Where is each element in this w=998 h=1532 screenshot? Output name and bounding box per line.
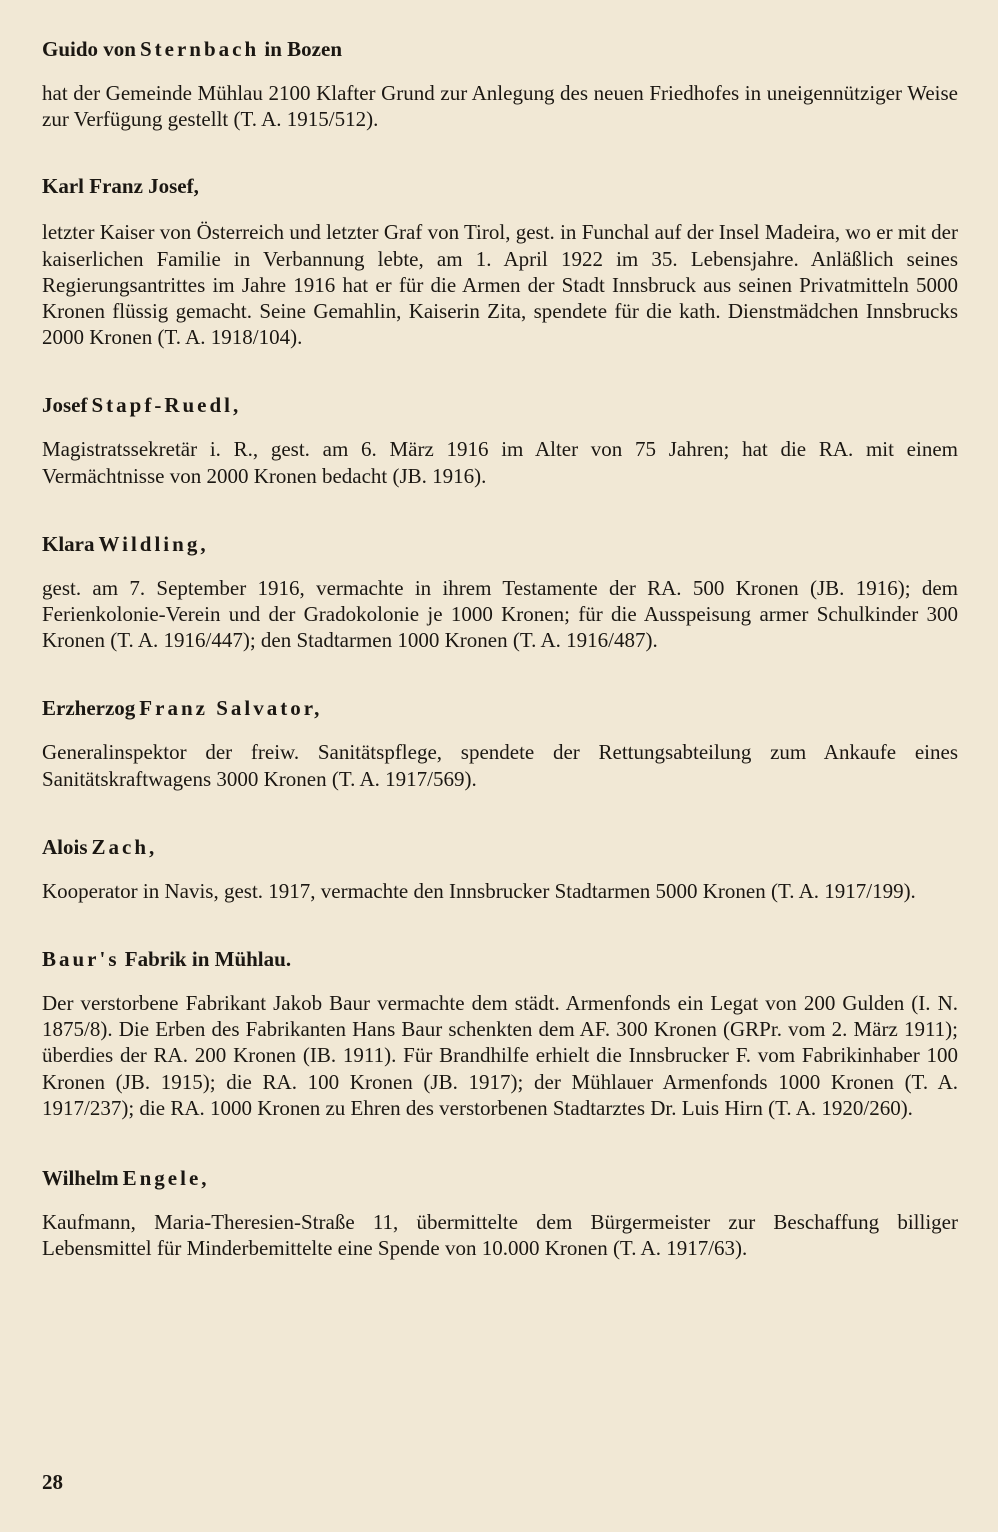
heading-name-spaced: Baur's	[42, 947, 120, 972]
entry-text: Kooperator in Navis, gest. 1917, vermachte den Innsbrucker Stadtarmen 5000 Kronen (T. A. 1917/199).	[42, 878, 916, 903]
entry-franz-salvator	[42, 693, 958, 791]
heading-name-spaced: Wildling,	[98, 531, 209, 556]
entry-heading	[42, 1163, 958, 1193]
entry-text: Der verstorbene Fabrikant Jakob Baur vermachte dem städt. Armenfonds ein Legat von 200 Gulden (I. N. 1875/8). Die Erben des Fabrikanten Hans Baur schenkten dem AF. 300 Kronen (GRPr. vom 2. März 1911); überdies der RA. 200 Kronen (IB. 1911). Für Brandhilfe erhielt die Innsbrucker F. vom Fabrikinhaber 100 Kronen (JB. 1915); die RA. 100 Kronen (JB. 1917); der Mühlauer Armenfonds 1000 Kronen (T. A. 1917/237); die RA. 1000 Kronen zu Ehren des verstorbenen Stadtarztes Dr. Luis Hirn (T. A. 1920/260).	[42, 991, 958, 1120]
entry-stapf-ruedl	[42, 390, 958, 488]
entry-karl-franz-josef	[42, 171, 958, 350]
heading-prefix: Wilhelm	[42, 1166, 119, 1191]
entry-sternbach	[42, 34, 958, 132]
heading-name-spaced: Engele,	[122, 1166, 210, 1191]
entry-text: Magistratssekretär i. R., gest. am 6. März 1916 im Alter von 75 Jahren; hat die RA. mit einem Vermächtnisse von 2000 Kronen bedacht (JB. 1916).	[42, 437, 958, 488]
heading-prefix: Josef	[42, 393, 88, 418]
entry-text: gest. am 7. September 1916, vermachte in ihrem Testamente der RA. 500 Kronen (JB. 1916); dem Ferienkolonie-Verein und der Gradokolonie je 1000 Kronen; für die Ausspeisung armer Schulkinder 300 Kronen (T. A. 1916/447); den Stadtarmen 1000 Kronen (T. A. 1916/487).	[42, 575, 958, 653]
entry-wildling	[42, 529, 958, 654]
entry-heading	[42, 529, 958, 559]
entry-engele	[42, 1163, 958, 1261]
heading-prefix: Guido von	[42, 37, 136, 61]
entry-text: hat der Gemeinde Mühlau 2100 Klafter Grund zur Anlegung des neuen Friedhofes in uneigennütziger Weise zur Verfügung gestellt (T. A. 1915/512).	[42, 81, 958, 132]
entry-text: letzter Kaiser von Österreich und letzter Graf von Tirol, gest. in Funchal auf der Insel Madeira, wo er mit der kaiserlichen Familie in Verbannung lebte, am 1. April 1922 im 35. Lebensjahre. Anläßlich seines Regierungsantrittes im Jahre 1916 hat er für die Armen der Stadt Innsbruck aus seinen Privatmitteln 5000 Kronen flüssig gemacht. Seine Gemahlin, Kaiserin Zita, spendete für die kath. Dienstmädchen Innsbrucks 2000 Kronen (T. A. 1918/104).	[42, 220, 958, 350]
entry-baur-fabrik	[42, 944, 958, 1121]
entry-heading	[42, 832, 958, 862]
entry-heading	[42, 171, 958, 201]
page-number: 28	[42, 1470, 63, 1494]
heading-prefix: Erzherzog	[42, 696, 136, 721]
entry-heading	[42, 693, 958, 723]
heading-name-spaced: Zach,	[91, 834, 158, 859]
entry-heading	[42, 944, 958, 974]
heading-prefix: Alois	[42, 834, 88, 859]
entry-heading	[42, 390, 958, 420]
heading-suffix: Fabrik in Mühlau.	[124, 947, 292, 972]
entry-heading	[42, 34, 958, 64]
entry-text: Generalinspektor der freiw. Sanitätspflege, spendete der Rettungsabteilung zum Ankaufe eines Sanitätskraftwagens 3000 Kronen (T. A. 1917/569).	[42, 740, 958, 791]
entry-zach	[42, 832, 958, 904]
heading-prefix: Klara	[42, 531, 95, 556]
heading-prefix: Karl Franz Josef,	[42, 174, 199, 199]
entry-text: Kaufmann, Maria-Theresien-Straße 11, übermittelte dem Bürgermeister zur Beschaffung billiger Lebensmittel für Minderbemittelte eine Spende von 10.000 Kronen (T. A. 1917/63).	[42, 1210, 958, 1261]
heading-name-spaced: Stapf-Ruedl,	[91, 393, 242, 418]
heading-name-spaced: Sternbach	[139, 37, 260, 61]
heading-suffix: in Bozen	[264, 37, 342, 61]
document-page	[42, 34, 958, 1261]
heading-name-spaced: Franz Salvator,	[139, 696, 323, 721]
